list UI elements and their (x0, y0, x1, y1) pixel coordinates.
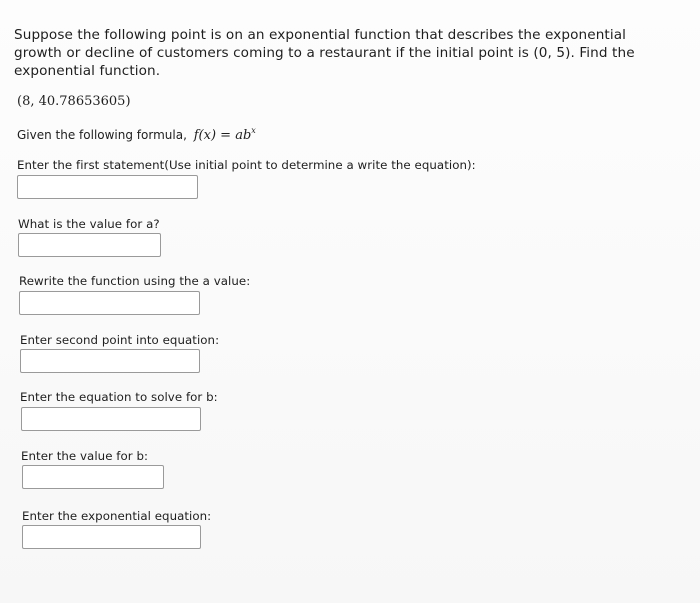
answer-6-input[interactable] (22, 465, 164, 489)
answer-2-input[interactable] (18, 233, 161, 257)
formula-math (194, 128, 256, 143)
formula-b: b (242, 128, 252, 143)
answer-3-input[interactable] (19, 291, 200, 315)
question-5-label: Enter the equation to solve for b: (20, 390, 218, 404)
question-7-label: Enter the exponential equation: (22, 509, 212, 523)
question-1-label: Enter the first statement(Use initial point to determine a write the equation): (17, 158, 476, 172)
formula-label: Given the following formula, (17, 128, 187, 142)
answer-5-input[interactable] (21, 407, 201, 431)
answer-4-input[interactable] (20, 349, 200, 373)
formula-exponent: x (251, 126, 256, 135)
answer-7-input[interactable] (22, 525, 201, 549)
given-point: (8, 40.78653605) (17, 94, 131, 109)
problem-statement: Suppose the following point is on an exponential function that describes the exponential growth or decline of customers coming to a restaurant if the initial point is (0, 5). Find the exponential function. (14, 27, 635, 79)
formula-a: a (235, 128, 243, 143)
formula-line (17, 126, 256, 143)
answer-1-input[interactable] (17, 175, 198, 199)
question-3-label: Rewrite the function using the a value: (19, 274, 251, 288)
question-6-label: Enter the value for b: (21, 449, 149, 463)
question-2-label: What is the value for a? (18, 217, 160, 231)
formula-lhs: f(x) = (193, 128, 236, 143)
question-4-label: Enter second point into equation: (20, 333, 220, 347)
